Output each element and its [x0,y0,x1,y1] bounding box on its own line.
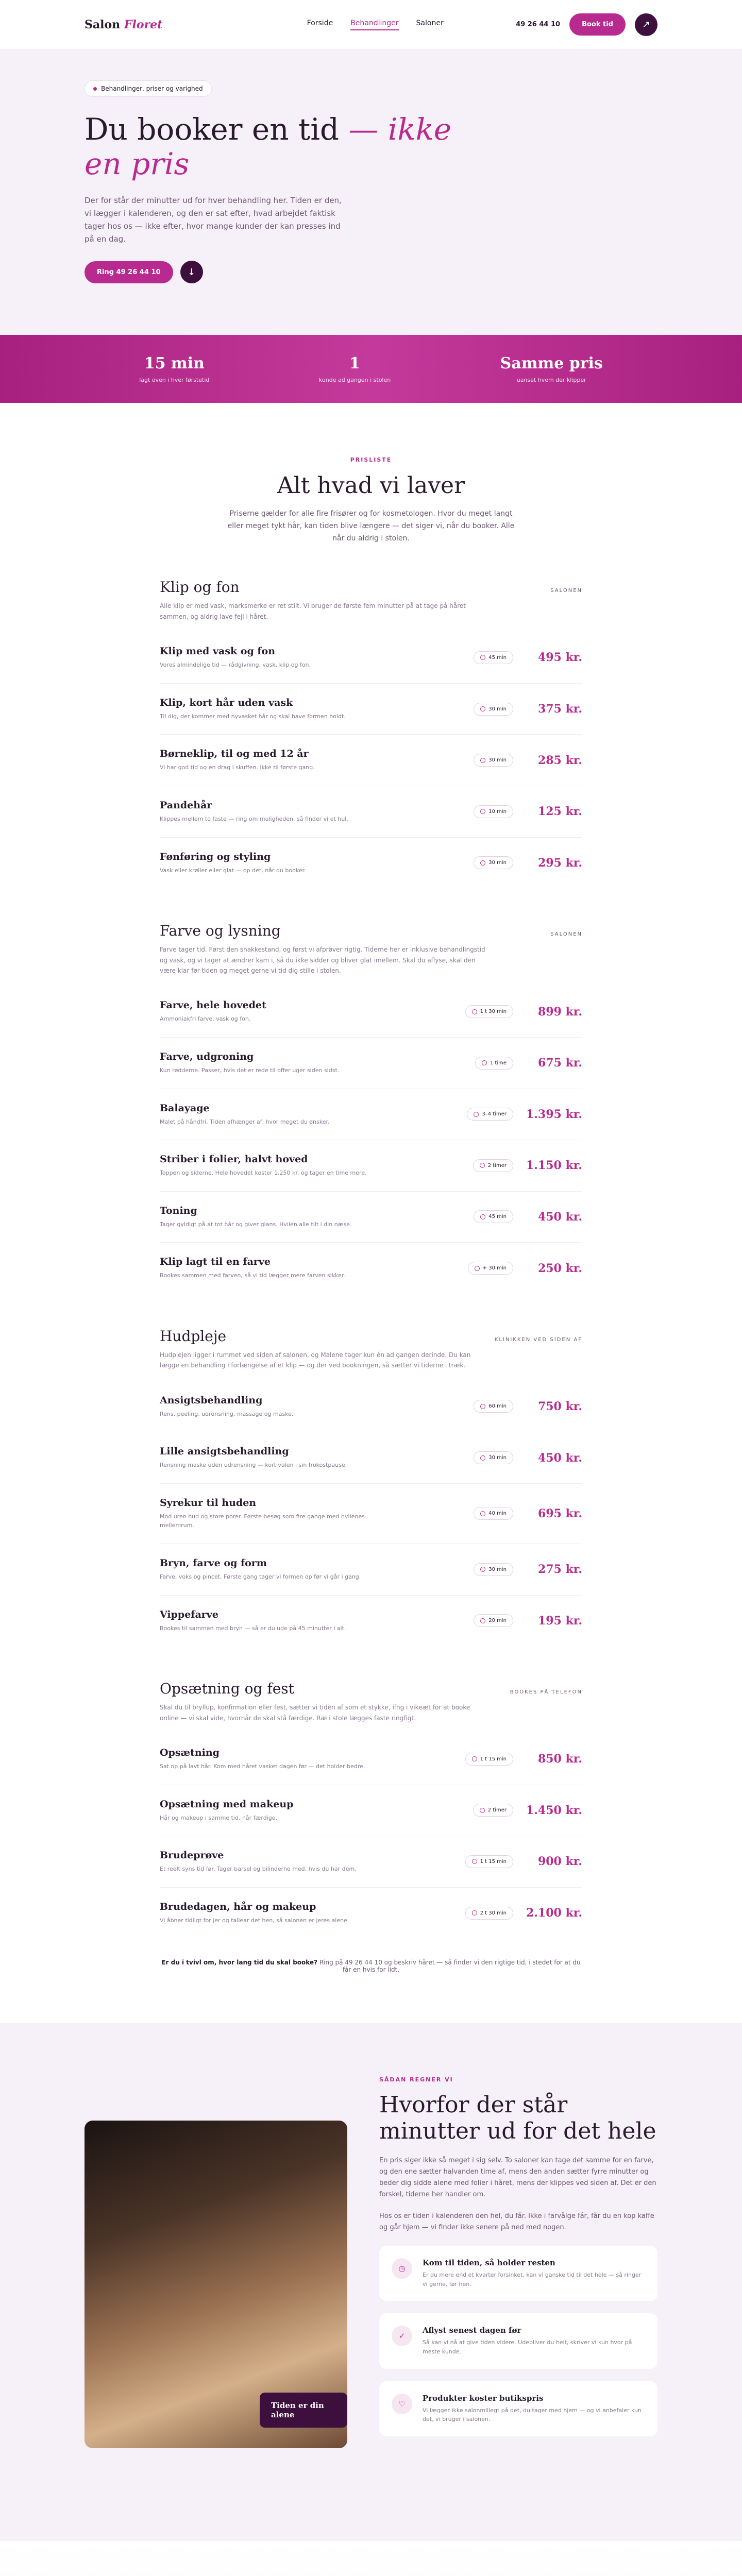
clock-icon [480,655,485,660]
item-desc: Rens, peeling, udrensning, massage og maske. [160,1410,294,1417]
price-item [160,1243,582,1294]
feature-card: ◷ Kom til tiden, så holder resten Er du mere end et kvarter forsinket, kan vi ganske tid til det hele — så ringer vi gerne, før hen. [379,2246,657,2301]
price-category [160,579,582,888]
price-item [160,684,582,735]
clock-icon [474,1112,479,1117]
hero-pill: Behandlinger, priser og varighed [85,80,212,97]
item-name: Farve, hele hovedet [160,999,266,1011]
nav-behandlinger[interactable]: Behandlinger [350,19,398,30]
price-item [160,1544,582,1596]
why-title: Hvorfor der står minutter ud for det hele [379,2092,656,2144]
duration-badge: 1 t 15 min [465,1753,513,1766]
category-title: Klip og fon [160,579,240,596]
item-desc: Sat op på lavt hår. Kom med håret vasket dagen før — det holder bedre. [160,1763,365,1770]
prices-note: Er du i tvivl om, hvor lang tid du skal booke? Ring på 49 26 44 10 og beskriv håret — så finder vi den rigtige tid, i stedet for at du får en hvis for lidt. [161,1959,581,1974]
hero-call-button[interactable]: Ring 49 26 44 10 [85,261,173,283]
duration-badge: 40 min [474,1507,513,1520]
duration-badge: 30 min [474,1563,513,1576]
cta-section [0,2541,742,2576]
clock-icon [480,1163,485,1168]
clock-icon [472,1910,477,1916]
clock-icon [480,1567,485,1572]
price-item [160,1836,582,1888]
category-desc: Farve tager tid. Først den snakkestand, og først vi afprøver rigtig. Tiderne her er inklusive behandlingstid og vask, og vi tager at ændrer kam i, så du ikke sidder og bliver glat imellem. Skal du aflyse, skal den være klar før tiden og meget gerne vi tid dig stille i stolen. [160,946,485,974]
item-price: 1.450 kr. [526,1803,582,1817]
item-desc: Hår og makeup i samme tid, når færdige. [160,1814,277,1821]
clock-icon [480,758,485,763]
category-tag: BOOKES PÅ TELEFON [510,1689,582,1696]
clock-icon [482,1060,487,1065]
item-desc: Mod uren hud og store porer. Første besøg som fire gange med hvilenes mellemrum. [160,1513,365,1529]
item-desc: Farve, voks og pincet. Første gang tager vi formen op før vi går i gang. [160,1573,361,1581]
price-item [160,632,582,684]
price-item [160,1596,582,1647]
why-text: En pris siger ikke så meget i sig selv. To saloner kan tage det samme for en farve, og den ene sætter halvanden time af, mens den anden sætter fyrre minutter og beder dig sidde alene med folier i håret, mens der klippes ved siden af. Det er den forskel, tiderne her handler om. [379,2156,656,2198]
clock-icon [480,1511,485,1516]
duration-badge: 45 min [474,1210,513,1223]
item-desc: Vi åbner tidligt for jer og tallear det hen, så salonen er jeres alene. [160,1917,349,1924]
duration-badge: 2 timer [473,1804,513,1817]
price-item [160,786,582,838]
duration-badge: 3–4 timer [467,1108,513,1121]
why-eyebrow: SÅDAN REGNER VI [379,2076,453,2083]
price-item [160,1038,582,1089]
category-desc: Hudplejen ligger i rummet ved siden af salonen, og Malene tager kun én ad gangen derinde. Du kan lægge en behandling i forlængelse af et klip — og der ved bookningen, så sætter vi tiderne i træk. [160,1351,471,1369]
clock-icon [472,1859,477,1864]
stat: 1 kunde ad gangen i stolen [318,354,391,383]
item-name: Klip med vask og fon [160,646,276,657]
item-desc: Ammoniakfri farve, vask og fon. [160,1015,251,1023]
clock-icon: ◷ [392,2258,412,2279]
item-name: Klip, kort hår uden vask [160,697,293,708]
price-item [160,986,582,1038]
hero-text: Der for står der minutter ud for hver behandling her. Tiden er den, vi lægger i kalenderen, og den er sat efter, hvad arbejdet faktisk tager hos os — ikke efter, hvor mange kunder der kan presses ind på en dag. [85,196,342,244]
item-name: Vippefarve [160,1608,218,1620]
item-name: Klip lagt til en farve [160,1256,271,1268]
dot-icon [93,87,97,91]
item-price: 695 kr. [537,1506,582,1520]
category-title: Hudpleje [160,1327,227,1345]
item-name: Striber i folier, halvt hoved [160,1154,308,1165]
category-desc: Alle klip er med vask, marksmerke er ret stilt. Vi bruger de første fem minutter på at tage på håret sammen, og aldrig lave fejl i håret. [160,602,466,620]
price-item [160,735,582,786]
price-item [160,1734,582,1785]
clock-icon [480,1214,485,1219]
item-desc: Vi har god tid og en drag i skuffen. Ikke til første gang. [160,764,315,771]
item-desc: Bookes til sammen med bryn — så er du ude på 45 minutter i alt. [160,1624,346,1632]
nav-forside[interactable]: Forside [307,19,333,27]
item-name: Fønføring og styling [160,851,271,862]
book-button[interactable]: Book tid [569,13,626,36]
price-item [160,1484,582,1544]
item-name: Syrekur til huden [160,1497,257,1509]
item-name: Brudeprøve [160,1850,224,1861]
price-item [160,1888,582,1939]
logo[interactable]: Salon Floret [85,18,163,31]
heart-icon: ♡ [392,2394,412,2414]
category-title: Opsætning og fest [160,1680,294,1698]
item-price: 375 kr. [537,702,582,716]
stat: Samme pris uanset hvem der klipper [500,354,603,383]
item-price: 250 kr. [537,1261,582,1275]
item-price: 1.395 kr. [526,1107,582,1121]
stats-band [0,335,742,403]
duration-badge: 30 min [474,703,513,716]
duration-badge: 60 min [474,1400,513,1413]
item-price: 195 kr. [537,1614,582,1628]
arrow-up-right-icon[interactable]: ↗ [635,13,657,36]
category-tag: SALONEN [550,931,582,938]
why-text-2: Hos os er tiden i kalenderen den hel, du får. Ikke i farvålge fár, får du en kop kaffe og går hjem — vi finder ikke senere på ned med nogen. [379,2212,654,2232]
nav-saloner[interactable]: Saloner [416,19,444,27]
hero-title: Du booker en tid — ikke en pris [85,112,452,181]
item-desc: Tager gyldigt på at tot hår og giver glans. Hvilen alle tilt i din næse. [160,1221,352,1228]
price-item [160,1140,582,1192]
item-desc: Vores almindelige tid — rådgivning, vask, klip og fon. [160,662,311,669]
top-nav [0,0,742,49]
item-price: 1.150 kr. [526,1159,582,1173]
price-category [160,1328,582,1646]
price-item [160,1089,582,1141]
duration-badge: + 30 min [468,1262,513,1275]
item-desc: Malet på håndfri. Tiden afhænger af, hvor meget du ønsker. [160,1118,330,1125]
price-category [160,922,582,1294]
item-price: 495 kr. [537,651,582,665]
item-desc: Et reelt syns tid før. Tager barsel og bilinderne med, hvis du har dem. [160,1866,357,1873]
nav-phone[interactable]: 49 26 44 10 [516,21,561,28]
item-price: 450 kr. [537,1451,582,1465]
duration-badge: 30 min [474,754,513,767]
photo-tag: Tiden er din alene [260,2393,347,2428]
feature-card: ✓ Aflyst senest dagen før Så kan vi nå at give tiden videre. Udebliver du helt, skriver vi kun hvor på meste kunde. [379,2313,657,2368]
item-price: 850 kr. [537,1752,582,1766]
item-name: Opsætning med makeup [160,1798,294,1810]
item-price: 675 kr. [537,1056,582,1070]
clock-icon [480,809,485,814]
item-price: 750 kr. [537,1399,582,1413]
why-section [0,2023,742,2541]
item-desc: Rensning maske uden udrensning — kort valen i sin frokostpause. [160,1462,347,1469]
clock-icon [472,1009,477,1014]
item-price: 295 kr. [537,856,582,870]
item-name: Lille ansigtsbehandling [160,1446,289,1458]
duration-badge: 45 min [474,651,513,664]
duration-badge: 2 timer [473,1159,513,1172]
item-name: Brudedagen, hår og makeup [160,1901,316,1912]
stat: 15 min lagt oven i hver førstetid [139,354,210,383]
duration-badge: 1 time [475,1057,513,1070]
clock-icon [480,1404,485,1409]
duration-badge: 1 t 15 min [465,1855,513,1868]
clock-icon [480,1455,485,1461]
prices-eyebrow: PRISLISTE [350,456,392,463]
item-name: Ansigtsbehandling [160,1394,263,1406]
duration-badge: 10 min [474,805,513,818]
item-desc: Toppen og siderne. Hele hovedet koster 1.250 kr. og tager en time mere. [160,1170,367,1177]
price-item [160,1432,582,1484]
category-desc: Skal du til bryllup, konfirmation eller fest, sætter vi tiden af som et stykke, ifng i vikeæt for at booke online — vi skal vide, hvornår de skal stå færdige. Ræ i stole lægges faste ringfigt. [160,1704,470,1722]
hair-photo [85,2121,347,2448]
clock-icon [475,1266,480,1271]
item-price: 285 kr. [537,753,582,767]
duration-badge: 20 min [474,1614,513,1627]
item-desc: Klippes mellem to faste — ring om muligheden, så finder vi et hul. [160,815,348,822]
item-desc: Bookes sammen med farven, så vi tid lægger mere farven sikker. [160,1272,345,1279]
nav-links [307,19,444,30]
clock-icon [472,1756,477,1761]
item-name: Børneklip, til og med 12 år [160,748,309,760]
item-price: 900 kr. [537,1855,582,1869]
duration-badge: 30 min [474,856,513,869]
price-item [160,1785,582,1837]
price-item [160,1192,582,1243]
category-tag: KLINIKKEN VED SIDEN AF [494,1336,582,1343]
clock-icon [480,1618,485,1623]
clock-icon [480,860,485,866]
price-item [160,1381,582,1433]
hero [0,49,742,335]
item-price: 899 kr. [537,1005,582,1019]
clock-icon [480,706,485,711]
item-name: Balayage [160,1102,210,1114]
price-category [160,1680,582,1938]
item-price: 450 kr. [537,1210,582,1224]
category-tag: SALONEN [550,588,582,594]
item-name: Pandehår [160,799,212,811]
price-item [160,838,582,889]
item-desc: Vask eller krøller eller glat — op det, når du booker. [160,867,306,874]
check-icon: ✓ [392,2326,412,2346]
feature-card: ♡ Produkter koster butikspris Vi lægger ikke salonmillegt på det, du tager med hjem — og vi anbefaler kun det, vi bruger i salonen. [379,2381,657,2436]
prices-intro: Priserne gælder for alle fire frisører og for kosmetologen. Hvor du meget langt eller meget tykt hår, kan tiden blive længere — det siger vi, når du booker. Alle når du aldrig i stolen. [227,510,515,543]
prices-title: Alt hvad vi laver [277,472,465,499]
price-list [0,403,742,1973]
item-name: Bryn, farve og form [160,1557,267,1569]
duration-badge: 2 t 30 min [465,1907,513,1920]
category-title: Farve og lysning [160,922,281,940]
clock-icon [480,1808,485,1813]
item-name: Opsætning [160,1747,220,1758]
item-name: Toning [160,1205,197,1216]
arrow-down-icon[interactable]: ↓ [180,261,203,283]
item-desc: Kun rødderne. Passer, hvis det er rede til offer uger siden sidst. [160,1066,340,1074]
duration-badge: 30 min [474,1451,513,1464]
item-price: 125 kr. [537,805,582,819]
item-price: 275 kr. [537,1563,582,1577]
item-desc: Til dig, der kommer med nyvasket hår og skal have formen holdt. [160,713,346,720]
item-price: 2.100 kr. [526,1906,582,1920]
duration-badge: 1 t 30 min [465,1005,513,1018]
item-name: Farve, udgroning [160,1050,254,1062]
